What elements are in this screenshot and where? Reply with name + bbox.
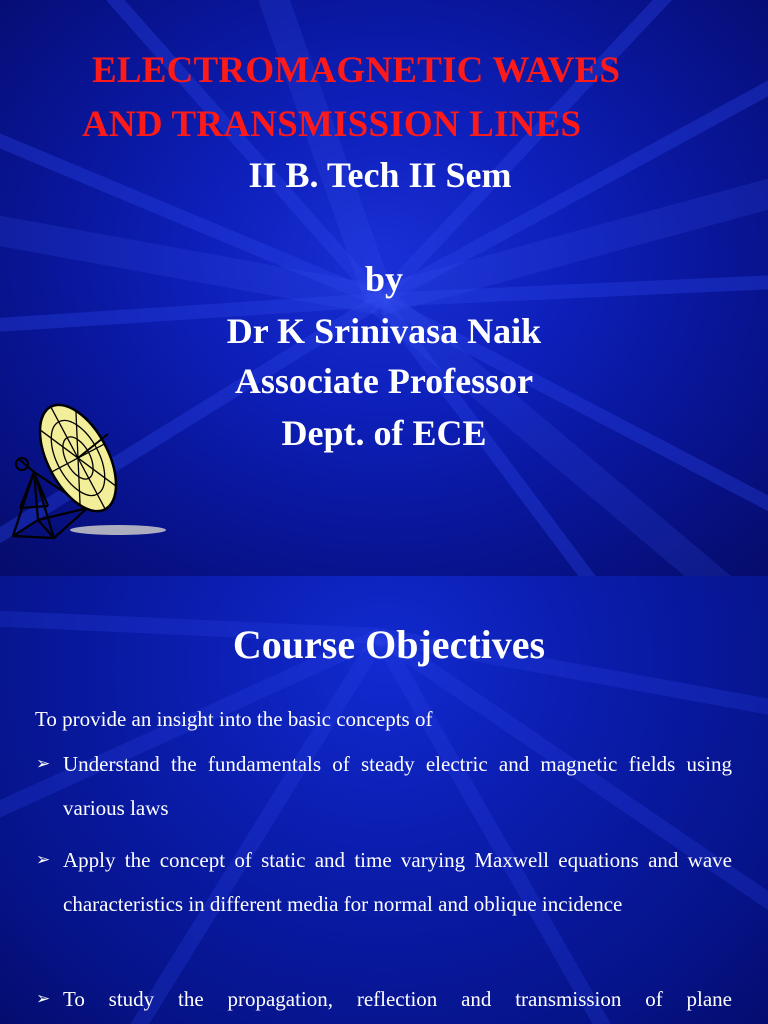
list-item: [36, 838, 732, 926]
subtitle: II B. Tech II Sem: [248, 155, 512, 195]
bullet-text: To study the propagation, reflection and transmission of plane: [63, 987, 732, 1011]
bullet-text: Understand the fundamentals of steady electric and magnetic fields using various laws: [63, 752, 732, 820]
author-department: Dept. of ECE: [281, 413, 487, 453]
arrow-bullet-icon: ➢: [36, 989, 51, 1009]
intro-text: To provide an insight into the basic concepts of: [35, 707, 433, 731]
bullet-text: Apply the concept of static and time varying Maxwell equations and wave characteristics in different media for normal and oblique incidence: [63, 848, 732, 916]
slide-title: Course Objectives: [232, 622, 546, 667]
list-item: [36, 742, 732, 830]
arrow-bullet-icon: ➢: [36, 754, 51, 774]
list-item: [36, 977, 732, 1021]
satellite-dish-icon: [8, 396, 168, 546]
objectives-slide: [0, 576, 768, 1024]
title-line-2: AND TRANSMISSION LINES: [82, 104, 582, 145]
author-name: Dr K Srinivasa Naik: [226, 311, 542, 351]
title-line-1: ELECTROMAGNETIC WAVES: [92, 50, 621, 91]
author-designation: Associate Professor: [234, 361, 534, 401]
arrow-bullet-icon: ➢: [36, 850, 51, 870]
by-label: by: [364, 259, 404, 299]
